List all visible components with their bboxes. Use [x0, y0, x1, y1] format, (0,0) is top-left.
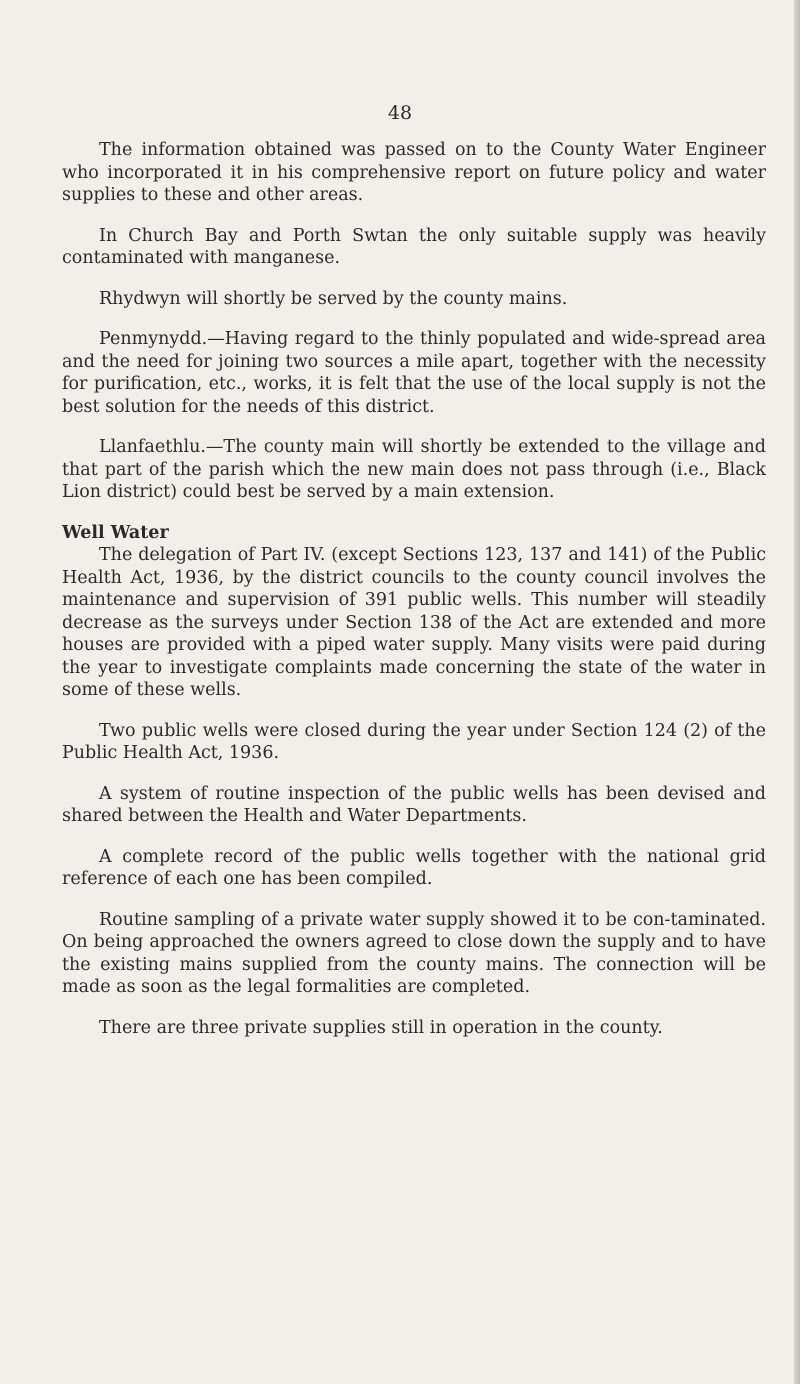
paragraph-routine-inspection: A system of routine inspection of the public wells has been devised and shared between the Health and Water Departments.	[62, 783, 766, 826]
paragraph-penmynydd: Penmynydd.—Having regard to the thinly populated and wide-spread area and the need for joining two sources a mile apart, together with the necessity for purification, etc., works, it is felt that the use of the local supply is not the best solution for the needs of this district.	[62, 329, 766, 417]
paragraph-routine-sampling: Routine sampling of a private water supply showed it to be con-taminated. On being approached the owners agreed to close down the supply and to have the existing mains supplied from the county mains. The connection will be made as soon as the legal formalities are completed.	[62, 909, 766, 997]
paragraph-complete-record: A complete record of the public wells together with the national grid reference of each one has been compiled.	[62, 846, 766, 889]
paragraph-wells-closed: Two public wells were closed during the year under Section 124 (2) of the Public Health Act, 1936.	[62, 720, 766, 763]
page-edge-shadow	[794, 0, 800, 1384]
paragraph-county-engineer: The information obtained was passed on to the County Water Engineer who incorporated it in his comprehensive report on future policy and water supplies to these and other areas.	[62, 140, 766, 205]
paragraph-rhydwyn: Rhydwyn will shortly be served by the county mains.	[99, 288, 568, 309]
document-body	[62, 139, 766, 1057]
paragraph-private-supplies: There are three private supplies still in operation in the county.	[99, 1017, 663, 1038]
paragraph-church-bay: In Church Bay and Porth Swtan the only suitable supply was heavily contaminated with manganese.	[62, 225, 766, 268]
section-heading-well-water: Well Water	[62, 522, 169, 543]
paragraph-delegation: The delegation of Part IV. (except Sections 123, 137 and 141) of the Public Health Act, 1936, by the district councils to the county council involves the maintenance and supervision of 391 public wells. This number will steadily decrease as the surveys under Section 138 of the Act are extended and more houses are provided with a piped water supply. Many visits were paid during the year to investigate complaints made concerning the state of the water in some of these wells.	[62, 545, 766, 700]
paragraph-llanfaethlu: Llanfaethlu.—The county main will shortly be extended to the village and that part of the parish which the new main does not pass through (i.e., Black Lion district) could best be served by a main extension.	[62, 437, 766, 502]
page-number: 48	[387, 102, 413, 124]
